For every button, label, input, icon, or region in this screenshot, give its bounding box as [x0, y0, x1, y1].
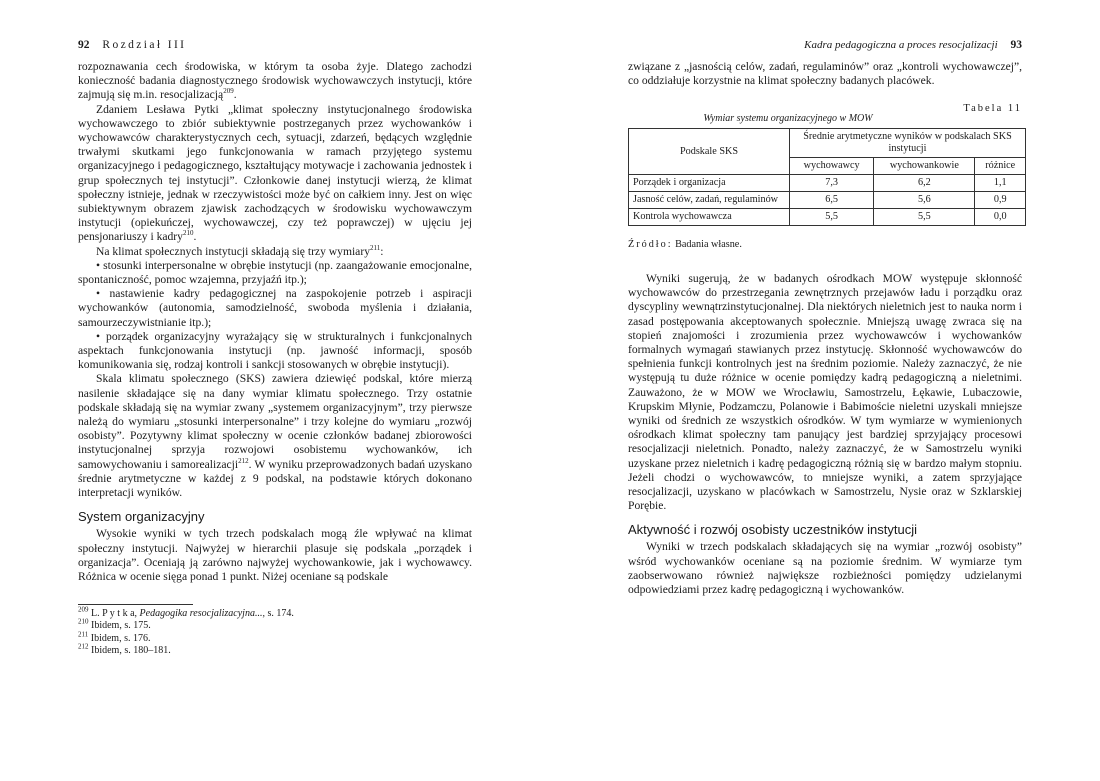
table-header-cell: wychowankowie — [874, 158, 975, 175]
footnote-ref[interactable]: 210 — [182, 229, 194, 238]
table-cell: 5,5 — [790, 209, 874, 226]
row-label: Porządek i organizacja — [629, 175, 790, 192]
right-header — [804, 39, 1022, 51]
page-number: 92 — [78, 39, 90, 51]
table-cell: 0,0 — [975, 209, 1026, 226]
footnote: $^{210}$ Ibidem, s. 175. — [78, 618, 151, 632]
row-label: Jasność celów, zadań, regulaminów — [629, 192, 790, 209]
table-header-cell: różnice — [975, 158, 1026, 175]
list-item: • nastawienie kadry pedagogicznej na zaspokojenie potrzeb i aspiracji wychowanków (autonomia, samodzielność, swoboda myślenia i działania, samourzeczywistnianie itp.); — [78, 287, 472, 329]
paragraph: rozpoznawania cech środowiska, w którym ta osoba żyje. Dlatego zachodzi konieczność badania diagnostycznego środowisk wychowawczych instytucji, które zajmują się m.in. resocjalizacją$^{209}$. — [78, 60, 472, 102]
right-body — [628, 272, 1022, 597]
paragraph: Wyniki sugerują, że w badanych ośrodkach MOW występuje skłonność wychowawców do przestrzegania zewnętrznych przejawów ładu i porządku oraz dyscypliny wewnątrzinstytucjonalnej. Dla niektórych nieletnich jest to nauka norm i zasad postępowania akceptowanych społecznie. Mniejszą uwagę zwraca się na stopień znajomości i zrozumienia przez wychowawców i wychowanków formalnych wymagań stawianych przez instytucję. Skłonność wychowawców do spełnienia funkcji kontrolnych jest na średnim poziomie. Należy zaznaczyć, że nie występują tu duże różnice w ocenie pomiędzy kadrą pedagogiczną a nieletnimi. Zauważono, że w MOW we Wrocławiu, Samostrzelu, Łękawie, Lubaczowie, Krupskim Młynie, Podzamczu, Polanowie i Babimoście nieletni uzyskali mniejsze wyniki od średnich ze wszystkich ośrodków. W tym wymiarze w wymienionych ośrodkach klimat społeczny tam panujący jest bardziej sprzyjający procesowi resocjalizacji nieletnich. Ponadto, należy zaznaczyć, że w Samostrzelu wyniki uzyskane przez nieletnich i kadrę pedagogiczną różnią się w bardzo małym stopniu. Jeżeli chodzi o wychowawców, to mniejsze wyniki, a zatem sprzyjające resocjalizacji, uzyskano w placówkach w Samostrzelu, Nysie oraz w Szklarskiej Porębie. — [628, 272, 1022, 513]
list-item: • porządek organizacyjny wyrażający się w strukturalnych i funkcjonalnych aspektach funkcjonowania instytucji (np. jawność informacji, sposób komunikowania się, rodzaj kontroli i sankcji stosowanych w obrębie instytucji). — [78, 329, 472, 372]
right-page — [550, 0, 1100, 781]
table-cell: 7,3 — [790, 175, 874, 192]
paragraph: Zdaniem Lesława Pytki „klimat społeczny instytucjonalnego środowiska wychowawczego to zbiór subiektywnie postrzeganych przez wychowanków i wychowawców charakterystycznych cech, sytuacji, zdarzeń, będących względnie trwałymi skutkami jego funkcjonowania w ramach przyjętego systemu organizacyjnego i pedagogicznego, kształtujący motywacje i zachowania jednostek i grup społecznych tej instytucji”. Członkowie danej instytucji wierzą, że klimat społeczny istnieje, jednak w rzeczywistości może być on całkiem inny. Jest on więc subiektywnym obrazem zjawisk zachodzących w środowisku wychowawczym instytucji (opiekuńczej, wychowawczej, czy też poprawczej) w ujęciu jej pensjonariuszy i kadry$^{210}$. — [78, 102, 472, 244]
paragraph: Na klimat społecznych instytucji składają się trzy wymiary$^{211}$: — [96, 243, 384, 258]
running-title: Kadra pedagogiczna a proces resocjalizacji — [804, 39, 998, 51]
table-row — [629, 209, 1026, 226]
right-intro: związane z „jasnością celów, zadań, regulaminów” oraz „kontroli wychowawczej”, co oddziałuje korzystnie na klimat społeczny badanych placówek. — [628, 60, 1022, 88]
table-label: Tabela 11 — [963, 103, 1022, 114]
table-cell: 6,2 — [874, 175, 975, 192]
table-header-cell: wychowawcy — [790, 158, 874, 175]
table-cell: 5,6 — [874, 192, 975, 209]
table-title: Wymiar systemu organizacyjnego w MOW — [703, 113, 873, 124]
footnote-ref[interactable]: 211 — [370, 243, 381, 252]
table-cell: 5,5 — [874, 209, 975, 226]
footnote-ref[interactable]: 209 — [223, 87, 234, 96]
paragraph: Skala klimatu społecznego (SKS) zawiera dziewięć podskal, które mierzą nasilenie składające się na dany wymiar klimatu społecznego. Trzy ostatnie podskale składają się na wymiar zwany „systemem organizacyjnym”, trzy pierwsze należą do wymiaru „stosunki interpersonalne” i trzy kolejne do wymiaru „rozwój osobisty”. Pozytywny klimat społeczny w ocenie członków badanej zbiorowości instytucjonalnej sprzyja rozwojowi osobistemu wychowanków, ich samowychowaniu i samorealizacji$^{212}$. W wyniku przeprowadzonych badań uzyskano średnie arytmetyczne w każdej z 9 podskal, na podstawie których dokonano interpretacji wyników. — [78, 372, 472, 500]
list-item: • stosunki interpersonalne w obrębie instytucji (np. zaangażowanie emocjonalne, spontaniczność, pomoc wzajemna, przyjaźń itp.); — [78, 258, 472, 287]
chapter-title: Rozdział III — [102, 39, 187, 51]
results-table — [628, 128, 1026, 226]
table-cell: 6,5 — [790, 192, 874, 209]
paragraph: Wysokie wyniki w tych trzech podskalach mogą źle wpływać na klimat społeczny instytucji. Najwyżej w hierarchii plasuje się podskala „porządek i organizacja”. Oceniają ją zarówno najwyżej wychowankowie, jak i wychowawcy. Różnica w ocenie sięga ponad 1 punkt. Niżej oceniane są podskale — [78, 527, 472, 583]
table-header-cell: Średnie arytmetyczne wyników w podskalach SKS instytucji — [790, 129, 1026, 158]
left-header — [78, 39, 186, 51]
left-body — [78, 60, 472, 584]
table-row — [629, 175, 1026, 192]
section-heading: System organizacyjny — [78, 509, 205, 525]
footnote-divider — [78, 604, 193, 605]
row-label: Kontrola wychowawcza — [629, 209, 790, 226]
table-header-cell: Podskale SKS — [629, 129, 790, 175]
section-heading: Aktywność i rozwój osobisty uczestników instytucji — [628, 522, 917, 538]
page-number: 93 — [1010, 39, 1022, 51]
footnote: $^{212}$ Ibidem, s. 180–181. — [78, 642, 171, 657]
paragraph: Wyniki w trzech podskalach składających się na wymiar „rozwój osobisty” wśród wychowanków oceniane są na poziomie średnim. W wymiarze tym zaobserwowano również największe rozbieżności pomiędzy udzielanymi odpowiedziami przez kadrę pedagogiczną i wychowanków. — [628, 540, 1022, 597]
table-row — [629, 192, 1026, 209]
footnotes — [78, 605, 294, 658]
footnote: $^{211}$ Ibidem, s. 176. — [78, 630, 151, 644]
footnote-ref[interactable]: 212 — [238, 456, 249, 465]
table-source: Źródło: Badania własne. — [628, 239, 742, 250]
table-cell: 0,9 — [975, 192, 1026, 209]
footnote: $^{209}$ L. P y t k a, Pedagogika resocjalizacyjna..., s. 174. — [78, 605, 294, 619]
table-cell: 1,1 — [975, 175, 1026, 192]
